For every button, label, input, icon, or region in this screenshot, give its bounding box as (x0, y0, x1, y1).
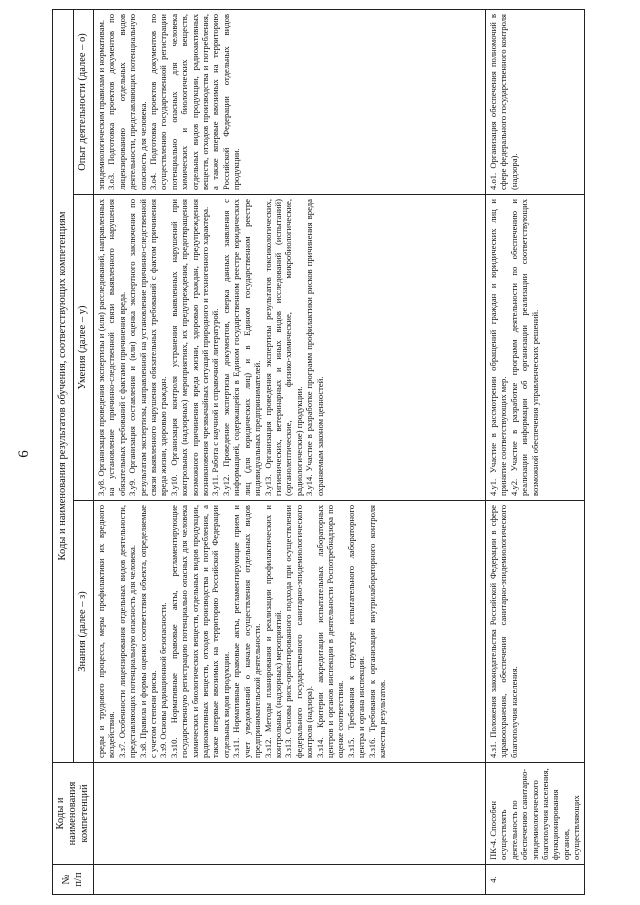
header-number: № п/п (53, 865, 94, 895)
skill-item: 3.у14. Участие в разработке программ профилактики рисков причинения вреда охраняемым законом ценностей. (304, 199, 325, 496)
skill-item: 3.у13. Организация проведения экспертизы результатов токсикологических, гигиенических, ветеринарных и иных видов исследований (испытаний) (органолептические, физико-химические, микробиологические, радиологические) продукции. (262, 199, 304, 496)
skill-item: 3.у11. Работа с научной и справочной литературой. (210, 308, 221, 496)
skill-item: 3.у8. Организация проведения экспертизы и (или) расследований, направленных на установление причинно-следственной связи выявленного нарушения обязательных требований с фактами причинения вреда. (96, 199, 127, 496)
competency-code-cell (94, 763, 486, 865)
row-number-cell (94, 865, 486, 895)
header-experience: Опыт деятельности (далее – о) (73, 9, 94, 194)
knowledge-item: среды и трудового процесса, меры профилактики их вредного воздействия. (96, 505, 117, 758)
skill-item: 3.у10. Организация контроля устранения выявленных нарушений при контрольных (надзорных) мероприятиях, их предупреждения, предотвращения возможного причинения вреда жизни, здоровью граждан, предупреждения возникновения чрезвычайных ситуаций природного и техногенного характера. (168, 199, 211, 496)
table-header-row-sub (73, 9, 94, 894)
table-row (486, 9, 585, 894)
knowledge-item: 3.з8. Правила и формы оценки соответствия объекта, определяемые с учетом степени риска. (137, 505, 159, 758)
skill-item: 4.у1. Участие в рассмотрении обращений граждан и юридических лиц и принятие соответствующих мер. (488, 199, 509, 496)
header-results-group: Коды и наименования результатов обучения, соответствующих компетенциям (53, 9, 74, 762)
knowledge-item: 3.з15. Требования к структуре испытательного лабораторного центра и органа инспекции. (345, 505, 367, 758)
page-number: 6 (16, 450, 32, 458)
experience-item: 4.о1. Организация обеспечения полномочий в сфере федерального государственного контроля (надзора). (488, 13, 519, 190)
knowledge-item: 3.з16. Требования к организации внутрилабораторного контроля качества результатов. (366, 505, 387, 758)
knowledge-item: 4.з1. Положения законодательства Российской Федерации в сфере здравоохранения, обеспечения санитарно-эпидемиологического благополучия населения. (488, 505, 519, 758)
experience-cell (486, 9, 585, 194)
experience-cell (94, 9, 486, 194)
knowledge-item: 3.з14. Критерии аккредитации испытательных лабораторных центров и органов инспекции в деятельности Роспотребнадзора по оценке соответствия. (314, 505, 346, 758)
skill-item: 3.у9. Организация составления и (или) оценка экспертного заключения по результатам экспертизы, направленной на установление причинно-следственной связи выявленного нарушения обязательных требований с фактом причинения вреда жизни, здоровью граждан. (127, 199, 169, 496)
experience-item: 3.о3. Подготовка проектов документов по лицензированию отдельных видов деятельности, представляющих потенциальную опасность для человека. (106, 13, 148, 190)
header-codes: Коды и наименования компетенций (53, 763, 94, 865)
knowledge-item: 3.з7. Особенности лицензирования отдельных видов деятельности, представляющих потенциальную опасность для человека. (116, 505, 138, 758)
knowledge-item: 3.з12. Методы планирования и реализации профилактических и контрольных (надзорных) мероприятий. (262, 505, 283, 758)
row-number-cell: 4. (486, 865, 585, 895)
experience-item: 3.о4. Подготовка проектов документов по осуществлению государственной регистрации потенциально опасных для человека химических и биологических веществ, отдельных видов продукции, радиоактивных веществ, отходов производства и потребления, а также впервые ввозимых на территорию Российской Федерации отдельных видов продукции. (148, 13, 242, 190)
skill-item: 4.у2. Участие в разработке программ деятельности по обеспечению и реализации информации об организации реализации соответствующих возможной обеспечения управленческих решений. (508, 199, 540, 496)
skills-cell (94, 195, 486, 501)
competency-table (52, 9, 585, 895)
knowledge-item: 3.з9. Основы радиационной безопасности. (158, 602, 169, 758)
header-knowledge: Знания (далее – з) (73, 501, 94, 763)
competency-code-cell: ПК-4. Способен осуществлять деятельность по обеспечению санитарно-эпидемиологического благополучия населения, функционирования органов, осуществляющих (486, 763, 585, 865)
skill-item: 3.у12. Проведение экспертизы документов, сверка данных заявления с информацией, содержащейся в Едином государственном реестре юридических лиц (для юридических лиц) и в Едином государственном реестре индивидуальных предпринимателей. (220, 199, 263, 496)
knowledge-item: 3.з10. Нормативные правовые акты, регламентирующие государственную регистрацию потенциально опасных для человека химических и биологических веществ, отдельных видов продукции, радиоактивных веществ, отходов производства и потребления, а также впервые ввозимых на территорию Российской Федерации отдельных видов продукции. (168, 505, 231, 758)
table-row (94, 9, 486, 894)
header-skills: Умения (далее – у) (73, 195, 94, 501)
table-header-row-top (53, 9, 74, 894)
knowledge-cell (486, 501, 585, 763)
knowledge-cell (94, 501, 486, 763)
experience-item: эпидемиологическим правилам и нормативам. (96, 19, 106, 190)
knowledge-item: 3.з13. Основы риск-ориентированного подхода при осуществлении федерального государственного санитарно-эпидемиологического контроля (надзора). (283, 505, 315, 758)
skills-cell (486, 195, 585, 501)
knowledge-item: 3.з11. Нормативные правовые акты, регламентирующие прием и учет уведомлений о начале осуществления отдельных видов предпринимательской деятельности. (231, 505, 263, 758)
